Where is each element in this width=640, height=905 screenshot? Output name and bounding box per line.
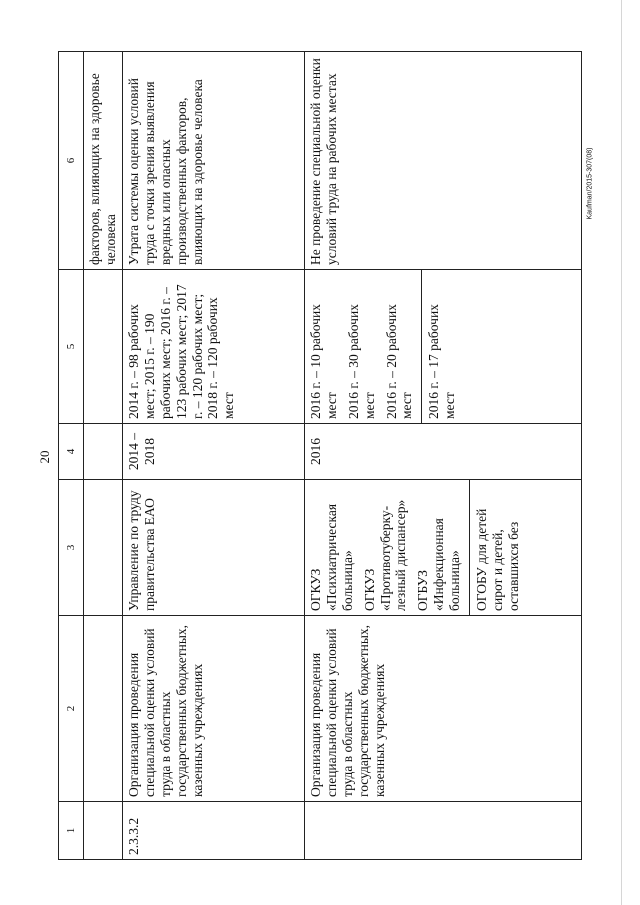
implementation-period: 2014 – 2018 [122,424,304,480]
header-row [59,52,84,860]
consequences: Не проведение специальной оценки условий труда на рабочих местах [304,52,581,270]
result-2: 2016 г. – 30 рабочих мест [345,304,377,419]
executor-3: ОГБУЗ «Инфекционная больница» [415,518,463,611]
results-list [304,270,581,424]
row-number: 2.3.3.2 [122,802,304,860]
table-rotated-wrapper [58,52,582,860]
table-row-2-3-3-2 [122,52,304,860]
continuation-result: факторов, влияющих на здоровье человека [84,52,123,270]
header-col-6: 6 [59,52,84,270]
header-col-3: 3 [59,480,84,616]
responsible-executor: Управление по труду правительства ЕАО [122,480,304,616]
result-1: 2016 г. – 10 рабочих мест [307,304,339,419]
implementation-period: 2016 [304,424,581,480]
executor-1: ОГКУЗ «Психиатрическая больница» [307,503,355,611]
executors-list [304,480,581,616]
result-4: 2016 г. – 17 рабочих мест [421,270,464,423]
expected-result: 2014 г. – 98 рабочих мест; 2015 г. – 190 рабочих мест; 2016 г. – 123 рабочих мест; 2017 г. – 120 рабочих мест; 2018 г. – 120 рабочих мест [122,270,304,424]
table-row-next [304,52,581,860]
result-3: 2016 г. – 20 рабочих мест [383,304,415,419]
header-col-1: 1 [59,802,84,860]
activity-name: Организация проведения специальной оценки условий труда в областных государственных бюджетных, казенных учреждениях [122,616,304,802]
consequences: Утрата системы оценки условий труда с точки зрения выявления вредных или опасных производственных факторов, влияющих на здоровье человека [122,52,304,270]
header-col-2: 2 [59,616,84,802]
page-number: 20 [37,450,52,464]
document-code: Kaufman/2015-307(08) [586,147,594,220]
header-col-4: 4 [59,424,84,480]
page-edge-rule [621,0,622,905]
program-table [58,51,582,860]
header-col-5: 5 [59,270,84,424]
executor-2: ОГКУЗ «Противотуберку-лезный диспансер» [361,499,409,611]
executor-4: ОГОБУ для детей сирот и детей, оставшихся без [469,480,528,615]
activity-name: Организация проведения специальной оценки условий труда в областных государственных бюджетных, казенных учреждениях [304,616,581,802]
row-number [304,802,581,860]
table-row-continuation [84,52,123,860]
